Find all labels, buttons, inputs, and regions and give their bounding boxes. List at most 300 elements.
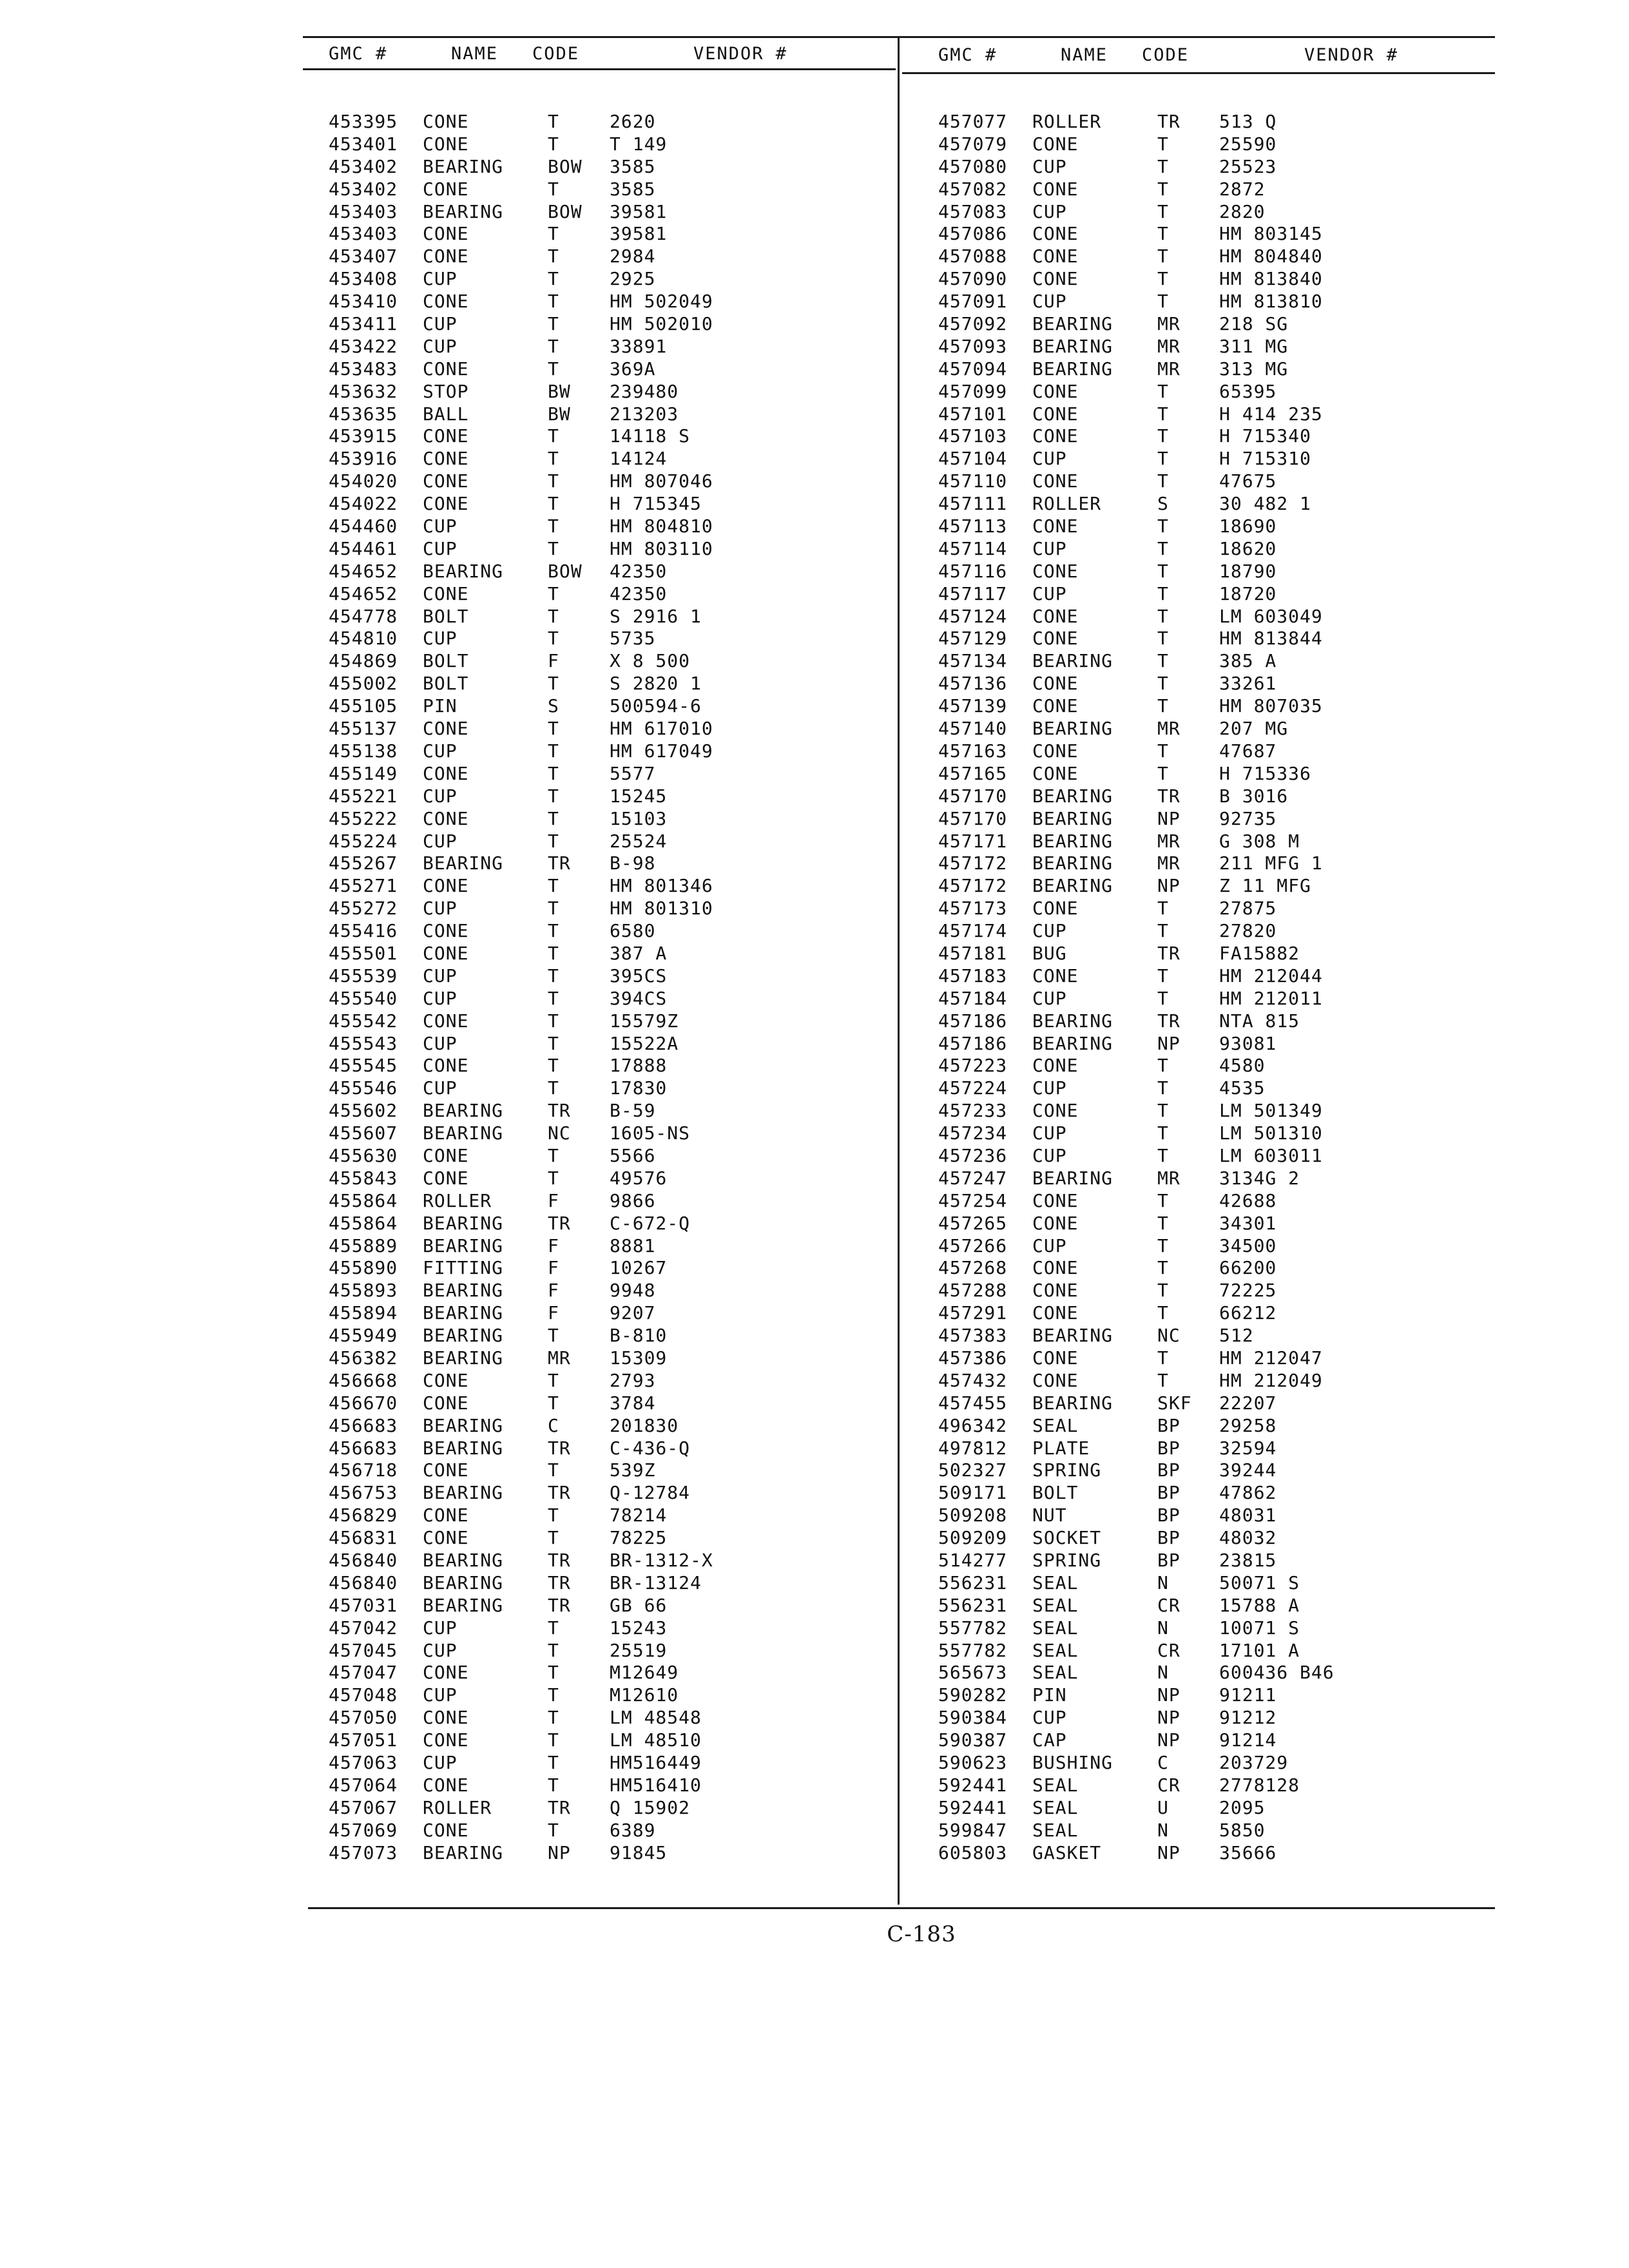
- gmc-number: 457254: [938, 1189, 1008, 1211]
- vendor-code: T: [1157, 965, 1169, 986]
- vendor-code: T: [548, 493, 559, 515]
- vendor-code: T: [548, 470, 559, 492]
- gmc-number: 455545: [329, 1055, 398, 1077]
- gmc-number: 456683: [329, 1414, 398, 1436]
- vendor-number: 5566: [610, 1144, 656, 1166]
- vendor-code: T: [548, 740, 559, 762]
- part-name: BOLT: [423, 605, 469, 627]
- parts-row: [329, 1820, 909, 1842]
- vendor-code: T: [1157, 178, 1169, 200]
- parts-row: [329, 156, 909, 178]
- vendor-code: T: [548, 1729, 559, 1751]
- gmc-number: 453407: [329, 245, 398, 267]
- vendor-number: 2872: [1219, 178, 1266, 200]
- parts-row: [329, 875, 909, 898]
- vendor-code: BOW: [548, 155, 583, 177]
- parts-row: [329, 1482, 909, 1504]
- gmc-number: 456668: [329, 1369, 398, 1391]
- gmc-number: 455602: [329, 1100, 398, 1122]
- parts-row: [938, 381, 1518, 403]
- part-name: CONE: [1032, 695, 1079, 717]
- parts-row: [329, 718, 909, 740]
- parts-row: [938, 1077, 1518, 1100]
- header-vendor: VENDOR #: [1304, 45, 1399, 65]
- part-name: BEARING: [423, 560, 504, 582]
- vendor-code: T: [548, 1662, 559, 1684]
- vendor-number: 15309: [610, 1347, 668, 1369]
- left-parts-list: [329, 111, 909, 1864]
- vendor-number: 47675: [1219, 470, 1277, 492]
- part-name: CONE: [1032, 898, 1079, 919]
- parts-row: [329, 1302, 909, 1325]
- vendor-number: 25519: [610, 1639, 668, 1661]
- part-name: CONE: [1032, 762, 1079, 784]
- parts-row: [938, 1482, 1518, 1504]
- vendor-number: H 715310: [1219, 448, 1311, 470]
- vendor-number: 25590: [1219, 133, 1277, 155]
- gmc-number: 453422: [329, 335, 398, 357]
- gmc-number: 457048: [329, 1684, 398, 1706]
- gmc-number: 455137: [329, 718, 398, 740]
- gmc-number: 453403: [329, 223, 398, 245]
- parts-row: [938, 1055, 1518, 1077]
- vendor-code: T: [1157, 537, 1169, 559]
- gmc-number: 457171: [938, 830, 1008, 852]
- gmc-number: 455271: [329, 875, 398, 897]
- parts-row: [329, 1595, 909, 1617]
- gmc-number: 509209: [938, 1527, 1008, 1549]
- gmc-number: 457111: [938, 493, 1008, 515]
- gmc-number: 605803: [938, 1841, 1008, 1863]
- gmc-number: 455149: [329, 762, 398, 784]
- part-name: CONE: [423, 582, 469, 604]
- vendor-number: 14124: [610, 448, 668, 470]
- parts-row: [329, 291, 909, 313]
- vendor-number: 66200: [1219, 1257, 1277, 1279]
- vendor-number: 539Z: [610, 1459, 656, 1481]
- gmc-number: 457079: [938, 133, 1008, 155]
- parts-row: [329, 425, 909, 448]
- gmc-number: 457268: [938, 1257, 1008, 1279]
- part-name: CONE: [1032, 628, 1079, 649]
- gmc-number: 457183: [938, 965, 1008, 986]
- gmc-number: 457082: [938, 178, 1008, 200]
- parts-row: [938, 223, 1518, 245]
- parts-row: [329, 988, 909, 1010]
- gmc-number: 454460: [329, 515, 398, 537]
- part-name: CONE: [1032, 245, 1079, 267]
- parts-row: [329, 1033, 909, 1055]
- part-name: CUP: [423, 740, 458, 762]
- gmc-number: 455138: [329, 740, 398, 762]
- gmc-number: 457042: [329, 1617, 398, 1639]
- gmc-number: 457067: [329, 1796, 398, 1818]
- vendor-number: 3134G 2: [1219, 1167, 1300, 1189]
- gmc-number: 456718: [329, 1459, 398, 1481]
- part-name: CONE: [423, 493, 469, 515]
- vendor-number: 17888: [610, 1055, 668, 1077]
- gmc-number: 457116: [938, 560, 1008, 582]
- vendor-number: BR-1312-X: [610, 1550, 713, 1571]
- vendor-code: T: [548, 1369, 559, 1391]
- gmc-number: 454020: [329, 470, 398, 492]
- vendor-code: T: [1157, 470, 1169, 492]
- part-name: BEARING: [423, 1594, 504, 1616]
- vendor-code: T: [548, 1639, 559, 1661]
- part-name: CAP: [1032, 1729, 1067, 1751]
- parts-row: [329, 1437, 909, 1460]
- part-name: BEARING: [423, 1841, 504, 1863]
- parts-row: [329, 831, 909, 853]
- part-name: CONE: [423, 1774, 469, 1796]
- vendor-number: 23815: [1219, 1550, 1277, 1571]
- gmc-number: 592441: [938, 1774, 1008, 1796]
- header-rule-right: [902, 72, 1495, 74]
- vendor-code: TR: [548, 1796, 571, 1818]
- parts-row: [938, 470, 1518, 493]
- vendor-code: T: [1157, 582, 1169, 604]
- vendor-number: NTA 815: [1219, 1010, 1300, 1032]
- vendor-code: BP: [1157, 1550, 1181, 1571]
- vendor-code: T: [548, 1774, 559, 1796]
- vendor-code: S: [548, 695, 559, 717]
- parts-row: [938, 111, 1518, 133]
- gmc-number: 457233: [938, 1100, 1008, 1122]
- vendor-code: F: [548, 1235, 559, 1256]
- vendor-number: 15245: [610, 785, 668, 807]
- parts-row: [938, 1550, 1518, 1572]
- vendor-code: TR: [1157, 1010, 1181, 1032]
- vendor-number: 5735: [610, 628, 656, 649]
- parts-row: [938, 1640, 1518, 1662]
- part-name: BEARING: [423, 155, 504, 177]
- part-name: BEARING: [423, 1571, 504, 1593]
- parts-row: [329, 358, 909, 381]
- gmc-number: 454461: [329, 537, 398, 559]
- parts-row: [938, 1122, 1518, 1145]
- part-name: BEARING: [1032, 335, 1113, 357]
- gmc-number: 457099: [938, 380, 1008, 402]
- vendor-code: T: [1157, 448, 1169, 470]
- gmc-number: 455002: [329, 673, 398, 695]
- parts-row: [938, 1842, 1518, 1865]
- vendor-code: T: [548, 1684, 559, 1706]
- vendor-code: NP: [1157, 1032, 1181, 1054]
- part-name: BEARING: [1032, 875, 1113, 897]
- gmc-number: 455843: [329, 1167, 398, 1189]
- vendor-number: 29258: [1219, 1414, 1277, 1436]
- parts-row: [329, 1459, 909, 1482]
- part-name: PLATE: [1032, 1437, 1090, 1459]
- vendor-number: HM 502049: [610, 291, 713, 312]
- vendor-code: SKF: [1157, 1392, 1192, 1414]
- parts-row: [938, 1392, 1518, 1415]
- parts-row: [329, 1550, 909, 1572]
- vendor-number: 395CS: [610, 965, 668, 986]
- part-name: CONE: [423, 133, 469, 155]
- parts-row: [938, 1684, 1518, 1707]
- gmc-number: 457265: [938, 1212, 1008, 1234]
- vendor-code: N: [1157, 1819, 1169, 1841]
- gmc-number: 457223: [938, 1055, 1008, 1077]
- parts-row: [938, 943, 1518, 965]
- vendor-number: H 715345: [610, 493, 702, 515]
- vendor-code: CR: [1157, 1774, 1181, 1796]
- vendor-code: NP: [1157, 1707, 1181, 1729]
- gmc-number: 457291: [938, 1302, 1008, 1324]
- parts-row: [938, 425, 1518, 448]
- part-name: CUP: [423, 537, 458, 559]
- part-name: CONE: [1032, 560, 1079, 582]
- vendor-number: 313 MG: [1219, 358, 1289, 380]
- vendor-code: BP: [1157, 1504, 1181, 1526]
- gmc-number: 509208: [938, 1504, 1008, 1526]
- gmc-number: 497812: [938, 1437, 1008, 1459]
- part-name: CONE: [423, 1819, 469, 1841]
- vendor-number: 34301: [1219, 1212, 1277, 1234]
- vendor-number: BR-13124: [610, 1571, 702, 1593]
- vendor-number: H 414 235: [1219, 403, 1323, 425]
- part-name: CUP: [1032, 1077, 1067, 1099]
- part-name: CONE: [1032, 1257, 1079, 1279]
- gmc-number: 590623: [938, 1752, 1008, 1774]
- gmc-number: 457170: [938, 785, 1008, 807]
- gmc-number: 457124: [938, 605, 1008, 627]
- vendor-number: 42350: [610, 582, 668, 604]
- part-name: GASKET: [1032, 1841, 1102, 1863]
- parts-row: [329, 1504, 909, 1527]
- vendor-number: 47862: [1219, 1482, 1277, 1504]
- vendor-number: 213203: [610, 403, 679, 425]
- vendor-number: 10267: [610, 1257, 668, 1279]
- gmc-number: 454652: [329, 582, 398, 604]
- part-name: SEAL: [1032, 1819, 1079, 1841]
- vendor-code: F: [548, 1189, 559, 1211]
- vendor-code: T: [548, 920, 559, 942]
- part-name: CONE: [423, 1729, 469, 1751]
- left-header: [329, 44, 909, 70]
- gmc-number: 457045: [329, 1639, 398, 1661]
- vendor-number: X 8 500: [610, 650, 691, 672]
- part-name: CONE: [423, 762, 469, 784]
- gmc-number: 457134: [938, 650, 1008, 672]
- gmc-number: 453632: [329, 380, 398, 402]
- vendor-code: T: [548, 245, 559, 267]
- vendor-code: BW: [548, 380, 571, 402]
- vendor-code: T: [548, 291, 559, 312]
- parts-row: [938, 785, 1518, 808]
- part-name: BEARING: [423, 1482, 504, 1504]
- parts-row: [938, 1662, 1518, 1684]
- vendor-number: HM 212011: [1219, 987, 1323, 1009]
- parts-row: [329, 1370, 909, 1392]
- gmc-number: 592441: [938, 1796, 1008, 1818]
- vendor-code: T: [548, 807, 559, 829]
- part-name: CONE: [1032, 965, 1079, 986]
- vendor-code: TR: [548, 852, 571, 874]
- gmc-number: 599847: [938, 1819, 1008, 1841]
- vendor-number: 2925: [610, 268, 656, 290]
- vendor-number: 2984: [610, 245, 656, 267]
- parts-row: [938, 1415, 1518, 1437]
- vendor-code: TR: [548, 1100, 571, 1122]
- gmc-number: 457172: [938, 875, 1008, 897]
- vendor-number: HM 813844: [1219, 628, 1323, 649]
- parts-row: [938, 515, 1518, 538]
- vendor-number: HM 801346: [610, 875, 713, 897]
- gmc-number: 456670: [329, 1392, 398, 1414]
- vendor-number: 93081: [1219, 1032, 1277, 1054]
- part-name: BEARING: [1032, 1167, 1113, 1189]
- parts-row: [938, 1347, 1518, 1370]
- part-name: CONE: [423, 1055, 469, 1077]
- part-name: CONE: [423, 920, 469, 942]
- vendor-number: GB 66: [610, 1594, 668, 1616]
- vendor-number: 78225: [610, 1527, 668, 1549]
- parts-row: [329, 111, 909, 133]
- gmc-number: 455607: [329, 1122, 398, 1144]
- gmc-number: 453411: [329, 313, 398, 335]
- part-name: CONE: [423, 470, 469, 492]
- gmc-number: 496342: [938, 1414, 1008, 1436]
- vendor-code: NC: [1157, 1325, 1181, 1347]
- parts-row: [329, 223, 909, 245]
- vendor-number: 3784: [610, 1392, 656, 1414]
- gmc-number: 453915: [329, 425, 398, 447]
- gmc-number: 456753: [329, 1482, 398, 1504]
- parts-row: [938, 133, 1518, 156]
- vendor-code: T: [1157, 1055, 1169, 1077]
- vendor-code: N: [1157, 1662, 1169, 1684]
- part-name: CONE: [1032, 223, 1079, 245]
- vendor-code: NP: [1157, 875, 1181, 897]
- part-name: CUP: [423, 515, 458, 537]
- part-name: CONE: [1032, 605, 1079, 627]
- vendor-number: 39581: [610, 223, 668, 245]
- gmc-number: 565673: [938, 1662, 1008, 1684]
- part-name: CONE: [423, 1144, 469, 1166]
- vendor-number: 2620: [610, 111, 656, 132]
- parts-row: [938, 718, 1518, 740]
- part-name: BUG: [1032, 942, 1067, 964]
- gmc-number: 453408: [329, 268, 398, 290]
- vendor-code: T: [1157, 1077, 1169, 1099]
- gmc-number: 590384: [938, 1707, 1008, 1729]
- part-name: CUP: [1032, 291, 1067, 312]
- parts-row: [329, 1842, 909, 1865]
- gmc-number: 457091: [938, 291, 1008, 312]
- part-name: CONE: [1032, 1212, 1079, 1234]
- gmc-number: 590387: [938, 1729, 1008, 1751]
- vendor-number: HM 804810: [610, 515, 713, 537]
- part-name: CONE: [1032, 1302, 1079, 1324]
- parts-row: [938, 673, 1518, 695]
- vendor-code: T: [548, 673, 559, 695]
- vendor-code: T: [548, 605, 559, 627]
- vendor-number: 30 482 1: [1219, 493, 1311, 515]
- gmc-number: 453483: [329, 358, 398, 380]
- gmc-number: 457181: [938, 942, 1008, 964]
- gmc-number: 453402: [329, 155, 398, 177]
- part-name: BALL: [423, 403, 469, 425]
- part-name: CONE: [423, 942, 469, 964]
- part-name: CONE: [423, 1010, 469, 1032]
- gmc-number: 455501: [329, 942, 398, 964]
- vendor-number: 2778128: [1219, 1774, 1300, 1796]
- vendor-number: 385 A: [1219, 650, 1277, 672]
- gmc-number: 457114: [938, 537, 1008, 559]
- vendor-number: M12649: [610, 1662, 679, 1684]
- vendor-number: 369A: [610, 358, 656, 380]
- parts-row: [329, 515, 909, 538]
- vendor-number: 3585: [610, 178, 656, 200]
- part-name: SPRING: [1032, 1459, 1102, 1481]
- vendor-number: S 2916 1: [610, 605, 702, 627]
- part-name: CONE: [1032, 1189, 1079, 1211]
- vendor-number: 72225: [1219, 1280, 1277, 1302]
- vendor-number: HM 813840: [1219, 268, 1323, 290]
- vendor-code: C: [1157, 1752, 1169, 1774]
- vendor-code: T: [548, 1527, 559, 1549]
- part-name: BOLT: [1032, 1482, 1079, 1504]
- vendor-number: Q-12784: [610, 1482, 691, 1504]
- vendor-code: T: [1157, 628, 1169, 649]
- parts-row: [329, 313, 909, 336]
- gmc-number: 453410: [329, 291, 398, 312]
- part-name: BEARING: [423, 1235, 504, 1256]
- vendor-code: TR: [548, 1550, 571, 1571]
- parts-row: [938, 1797, 1518, 1820]
- parts-row: [938, 1190, 1518, 1213]
- gmc-number: 453403: [329, 200, 398, 222]
- parts-row: [938, 1010, 1518, 1033]
- gmc-number: 455893: [329, 1280, 398, 1302]
- vendor-number: 91211: [1219, 1684, 1277, 1706]
- vendor-code: MR: [1157, 1167, 1181, 1189]
- part-name: BEARING: [1032, 852, 1113, 874]
- vendor-code: T: [1157, 1212, 1169, 1234]
- vendor-number: Q 15902: [610, 1796, 691, 1818]
- vendor-number: S 2820 1: [610, 673, 702, 695]
- part-name: CONE: [1032, 178, 1079, 200]
- parts-row: [938, 808, 1518, 831]
- vendor-code: T: [1157, 695, 1169, 717]
- part-name: BEARING: [1032, 650, 1113, 672]
- vendor-code: T: [548, 628, 559, 649]
- part-name: BEARING: [423, 1347, 504, 1369]
- part-name: CONE: [1032, 515, 1079, 537]
- vendor-number: HM 807035: [1219, 695, 1323, 717]
- gmc-number: 453916: [329, 448, 398, 470]
- gmc-number: 557782: [938, 1617, 1008, 1639]
- parts-row: [329, 965, 909, 988]
- vendor-code: NC: [548, 1122, 571, 1144]
- vendor-number: C-436-Q: [610, 1437, 691, 1459]
- parts-row: [329, 920, 909, 943]
- part-name: CONE: [1032, 1055, 1079, 1077]
- vendor-number: G 308 M: [1219, 830, 1300, 852]
- parts-row: [329, 1774, 909, 1797]
- gmc-number: 455224: [329, 830, 398, 852]
- part-name: BEARING: [423, 1414, 504, 1436]
- vendor-number: 92735: [1219, 807, 1277, 829]
- part-name: BEARING: [1032, 1010, 1113, 1032]
- vendor-code: F: [548, 650, 559, 672]
- vendor-code: T: [548, 1144, 559, 1166]
- part-name: PIN: [1032, 1684, 1067, 1706]
- vendor-number: 2793: [610, 1369, 656, 1391]
- gmc-number: 457092: [938, 313, 1008, 335]
